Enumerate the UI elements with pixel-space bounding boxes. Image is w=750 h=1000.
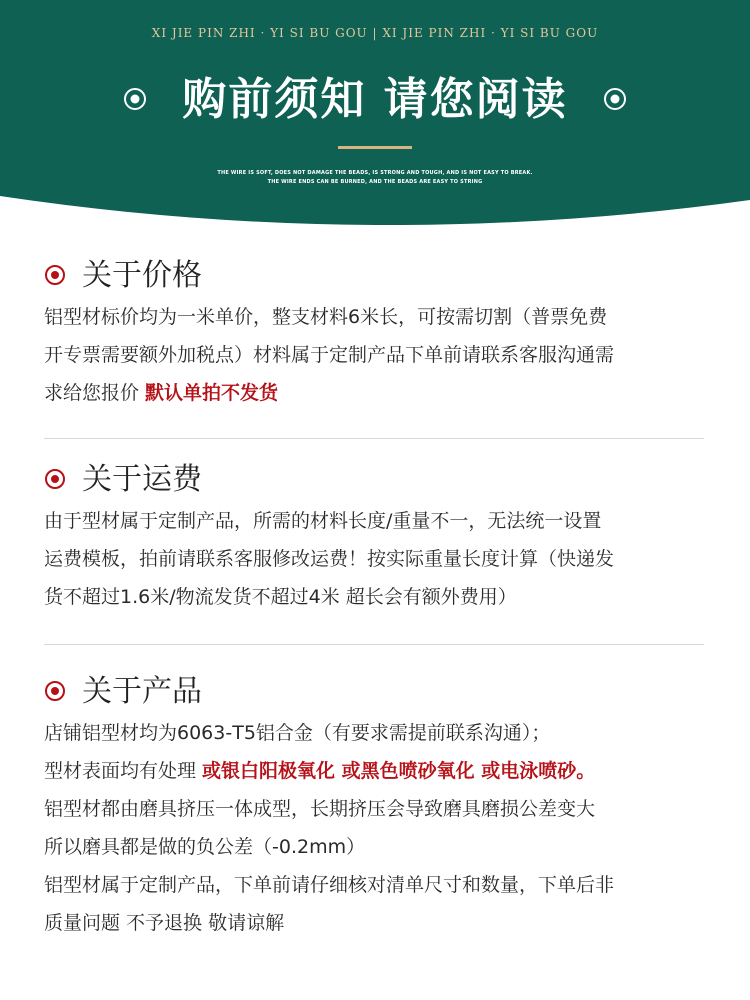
paragraph-line: 铝型材属于定制产品，下单前请仔细核对清单尺寸和数量，下单后非 (44, 874, 615, 896)
section-product (44, 670, 706, 942)
section-title: 关于价格 (82, 258, 202, 293)
bullseye-icon (44, 264, 66, 286)
title-underline (338, 146, 412, 149)
header-caption-1: THE WIRE IS SOFT, DOES NOT DAMAGE THE BEADS, IS STRONG AND TOUGH, AND IS NOT EASY TO BREAK. (217, 170, 533, 176)
divider (44, 438, 704, 439)
section-header (44, 670, 706, 714)
paragraph-text: 求给您报价 (44, 382, 146, 404)
section-title: 关于运费 (82, 462, 202, 497)
section-title: 关于产品 (82, 674, 202, 709)
paragraph-text: 型材表面均有处理 (44, 760, 203, 782)
header-banner (0, 0, 750, 225)
bullseye-icon (44, 680, 66, 702)
paragraph-line (44, 374, 706, 412)
bullseye-icon (44, 468, 66, 490)
page-title: 购前须知 请您阅读 (182, 74, 568, 125)
paragraph-line: 铝型材都由磨具挤压一体成型，长期挤压会导致磨具磨损公差变大 (44, 798, 596, 820)
bullseye-icon (600, 84, 630, 114)
section-header (44, 254, 706, 298)
paragraph-line: 铝型材标价均为一米单价，整支材料6米长，可按需切割（普票免费 (44, 306, 608, 328)
section-price (44, 254, 706, 412)
title-row (0, 68, 750, 132)
paragraph-line: 货不超过1.6米/物流发货不超过4米 超长会有额外费用） (44, 586, 517, 608)
paragraph-line: 所以磨具都是做的负公差（-0.2mm） (44, 836, 366, 858)
paragraph-line: 运费模板，拍前请联系客服修改运费！按实际重量长度计算（快递发 (44, 548, 615, 570)
finish-options-text: 或银白阳极氧化 或黑色喷砂氧化 或电泳喷砂。 (202, 760, 596, 782)
section-header (44, 458, 706, 502)
section-shipping (44, 458, 706, 616)
warning-text: 默认单拍不发货 (145, 382, 279, 404)
header-caption-2: THE WIRE ENDS CAN BE BURNED, AND THE BEADS ARE EASY TO STRING (267, 179, 483, 185)
divider (44, 644, 704, 645)
paragraph-line (44, 752, 706, 790)
paragraph-line: 店铺铝型材均为6063-T5铝合金（有要求需提前联系沟通）； (44, 722, 551, 744)
paragraph-line: 由于型材属于定制产品，所需的材料长度/重量不一，无法统一设置 (44, 510, 602, 532)
paragraph-line: 开专票需要额外加税点）材料属于定制产品下单前请联系客服沟通需 (44, 344, 615, 366)
header-ticker: XI JIE PIN ZHI · YI SI BU GOU | XI JIE PIN ZHI · YI SI BU GOU (151, 26, 599, 40)
paragraph-line: 质量问题 不予退换 敬请谅解 (44, 912, 285, 934)
